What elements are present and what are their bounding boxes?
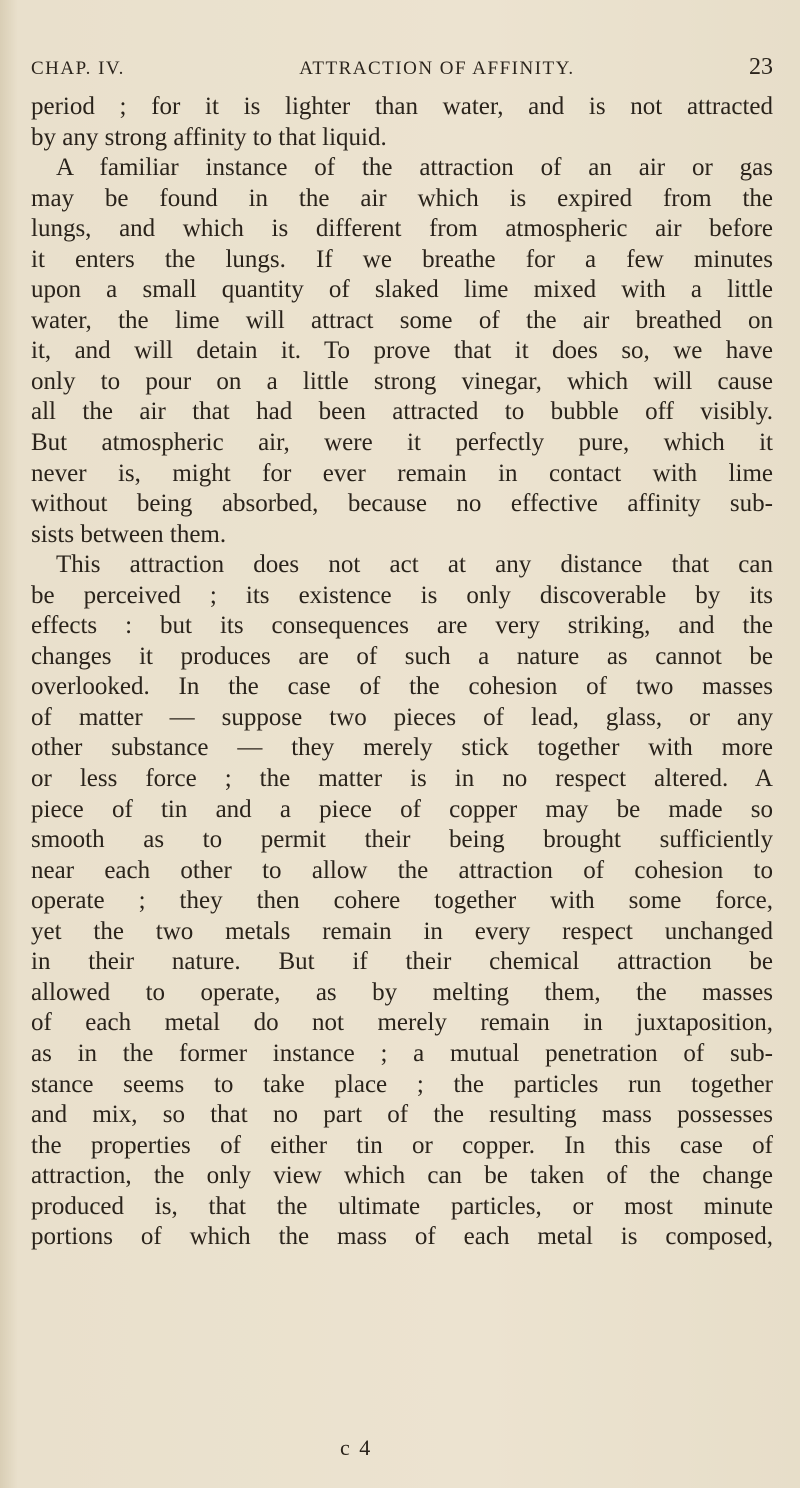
text-line: smooth as to permit their being brought sufficiently: [31, 826, 773, 854]
text-line: overlooked. In the case of the cohesion of two masses: [31, 673, 773, 701]
text-line: This attraction does not act at any distance that can: [56, 551, 773, 579]
text-line: near each other to allow the attraction of cohesion to: [31, 856, 773, 884]
text-line: changes it produces are of such a nature as cannot be: [31, 642, 773, 670]
running-header: [31, 54, 773, 81]
text-line: attraction, the only view which can be taken of the change: [31, 1162, 773, 1190]
text-line: of matter — suppose two pieces of lead, glass, or any: [31, 703, 773, 731]
text-line: as in the former instance ; a mutual penetration of sub-: [31, 1039, 773, 1067]
running-title: ATTRACTION OF AFFINITY.: [299, 58, 575, 79]
text-line: other substance — they merely stick together with more: [31, 734, 773, 762]
signature-mark: c 4: [340, 1435, 373, 1460]
text-line: A familiar instance of the attraction of an air or gas: [56, 154, 773, 182]
page-number: 23: [749, 54, 773, 80]
text-line: it, and will detain it. To prove that it does so, we have: [31, 337, 773, 365]
text-line: may be found in the air which is expired from the: [31, 184, 773, 212]
text-line: only to pour on a little strong vinegar, which will cause: [31, 367, 773, 395]
text-line: effects : but its consequences are very striking, and the: [31, 612, 773, 640]
text-line: piece of tin and a piece of copper may be made so: [31, 795, 773, 823]
text-line: operate ; they then cohere together with some force,: [31, 887, 773, 915]
text-line: portions of which the mass of each metal is composed,: [31, 1223, 773, 1251]
text-line: it enters the lungs. If we breathe for a few minutes: [31, 245, 773, 273]
text-line: by any strong affinity to that liquid.: [31, 123, 387, 151]
text-line: all the air that had been attracted to bubble off visibly.: [31, 398, 773, 426]
text-line: allowed to operate, as by melting them, the masses: [31, 978, 773, 1006]
text-line: period ; for it is lighter than water, and is not attracted: [31, 93, 773, 120]
text-line: lungs, and which is different from atmospheric air before: [31, 215, 773, 243]
text-line: of each metal do not merely remain in juxtaposition,: [31, 1009, 773, 1037]
text-line: upon a small quantity of slaked lime mixed with a little: [31, 276, 773, 304]
text-line: produced is, that the ultimate particles, or most minute: [31, 1192, 773, 1220]
text-line: never is, might for ever remain in contact with lime: [31, 459, 773, 487]
text-line: water, the lime will attract some of the air breathed on: [31, 306, 773, 334]
text-line: without being absorbed, because no effective affinity sub-: [31, 490, 773, 518]
text-line: stance seems to take place ; the particles run together: [31, 1070, 773, 1098]
text-line: yet the two metals remain in every respect unchanged: [31, 917, 773, 945]
chapter-label: CHAP. IV.: [31, 58, 125, 79]
text-line: in their nature. But if their chemical attraction be: [31, 948, 773, 976]
text-line: sists between them.: [31, 520, 227, 548]
text-line: the properties of either tin or copper. In this case of: [31, 1131, 773, 1159]
text-line: or less force ; the matter is in no respect altered. A: [31, 765, 773, 793]
body-text: [31, 92, 773, 1253]
text-line: and mix, so that no part of the resulting mass possesses: [31, 1101, 773, 1129]
text-line: be perceived ; its existence is only discoverable by its: [31, 581, 773, 609]
text-line: But atmospheric air, were it perfectly pure, which it: [31, 429, 773, 457]
